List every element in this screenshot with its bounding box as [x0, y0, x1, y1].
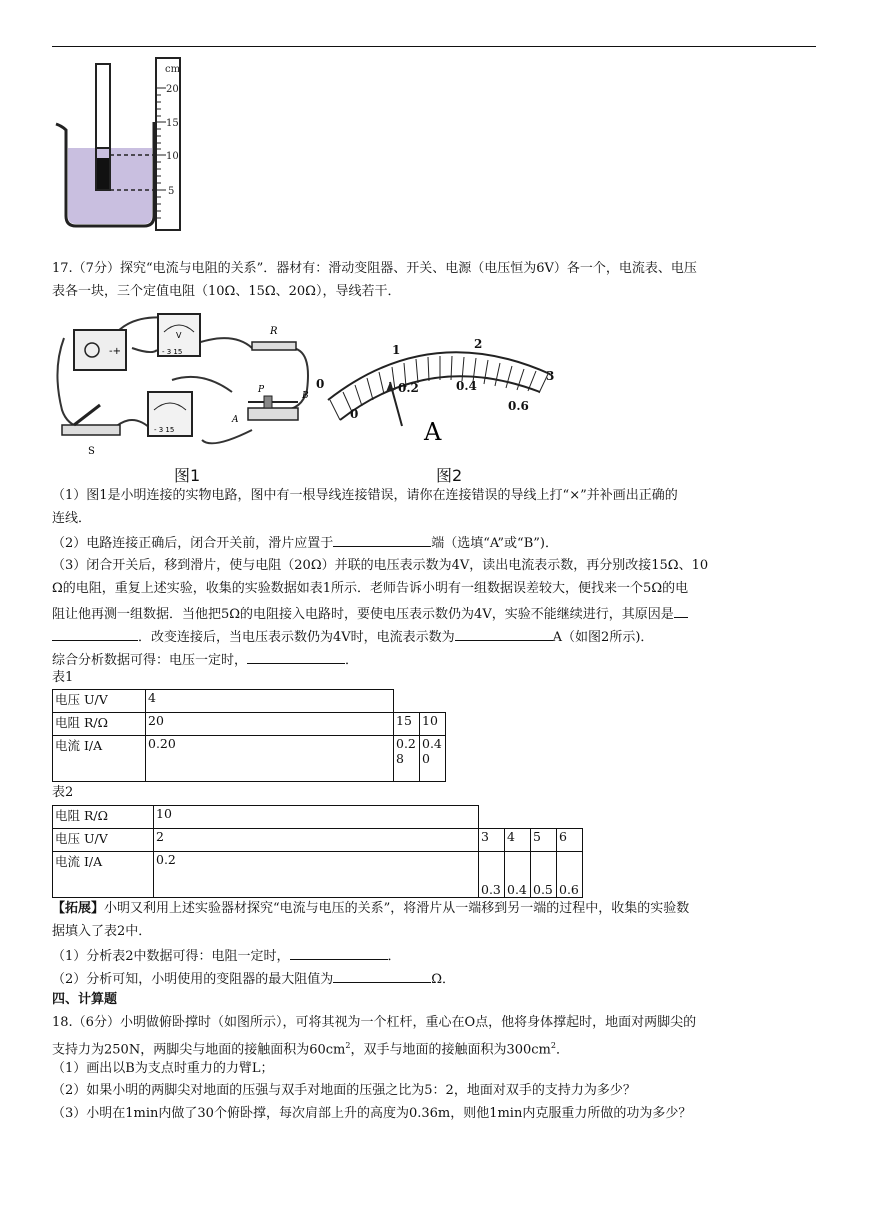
ruler-tick-label: 5 [168, 186, 175, 197]
q18-text: 支持力为250N，两脚尖与地面的接触面积为60cm [52, 1042, 346, 1058]
terminal-b-label: B [302, 391, 309, 401]
dial-top-3: 3 [546, 369, 555, 383]
q17-summary-text: 综合分析数据可得：电压一定时， [52, 653, 248, 668]
q17-intro-line1: 17.（7分）探究“电流与电阻的关系”．器材有：滑动变阻器、开关、电源（电压恒为6V）各一个，电流表、电压 [52, 261, 697, 276]
table1-lower [52, 712, 446, 782]
table2-cell: 4 [505, 829, 531, 852]
slider-label: P [258, 385, 265, 395]
table2-cell: 6 [557, 829, 583, 852]
switch-label: S [88, 446, 95, 457]
dial-top-0: 0 [316, 377, 325, 391]
ruler-tick-label: 15 [166, 118, 179, 129]
answer-blank[interactable] [333, 532, 431, 547]
q17-part3-line1: （3）闭合开关后，移到滑片，使与电阻（20Ω）并联的电压表示数为4V，读出电流表示数，再分别改接15Ω、10 [52, 558, 709, 573]
q18-part1: （1）画出以B为支点时重力的力臂L； [52, 1061, 274, 1076]
q17-part2-text: （2）电路连接正确后，闭合开关前，滑片应置于 [52, 536, 334, 551]
table2-cell: 电流 I/A [53, 852, 154, 898]
header-rule [52, 46, 816, 47]
q17-part3-text2: ．改变连接后，当电压表示数仍为4V时，电流表示数为 [138, 630, 455, 645]
ext-line2: 据填入了表2中． [52, 924, 152, 939]
q18-line2 [52, 1036, 569, 1060]
svg-text:V: V [176, 331, 182, 340]
table2-cell: 2 [154, 829, 479, 852]
q17-part2-tail: 端（选填“A”或“B”)． [431, 536, 558, 551]
answer-blank[interactable] [247, 649, 345, 664]
q17-intro-line2: 表各一块，三个定值电阻（10Ω、15Ω、20Ω），导线若干． [52, 284, 401, 299]
table2-cell: 0.5 [531, 852, 557, 898]
dial-bot-0.2: 0.2 [398, 381, 419, 395]
q18-text: ． [555, 1042, 569, 1058]
table2-cell: 3 [479, 829, 505, 852]
dial-unit-label: A [424, 418, 442, 446]
superscript: 2 [345, 1041, 351, 1050]
q17-part3-line4 [52, 626, 653, 648]
answer-blank[interactable] [455, 626, 553, 641]
beaker-figure [52, 54, 192, 232]
fig1-caption: 图1 [174, 466, 201, 485]
table1-cell: 电流 I/A [53, 736, 146, 782]
table2-cell: 0.4 [505, 852, 531, 898]
ruler-tick-label: 10 [166, 151, 179, 162]
ext-tag: 【拓展】 [52, 901, 105, 916]
table1-cell [394, 736, 420, 782]
ext-part2 [52, 968, 455, 990]
answer-blank[interactable] [333, 968, 431, 983]
table1-cell: 20 [146, 713, 394, 736]
q18-line1: 18.（6分）小明做俯卧撑时（如图所示），可将其视为一个杠杆，重心在O点，他将身体撑起时，地面对两脚尖的 [52, 1015, 697, 1030]
q17-part3-text: 阻让他再测一组数据．当他把5Ω的电阻接入电路时，要使电压表示数仍为4V，实验不能继续进行，其原因是 [52, 607, 674, 622]
table1-cell: 4 [146, 690, 394, 713]
table1-cell: 电压 U/V [53, 690, 146, 713]
ruler-tick-label: 20 [166, 84, 179, 95]
table1-cell-part: 0.4 [422, 736, 442, 751]
table1-cell [420, 736, 446, 782]
resistor-label: R [270, 326, 278, 337]
table2-cell: 电阻 R/Ω [53, 806, 154, 829]
section-heading: 四、计算题 [52, 992, 118, 1007]
answer-blank[interactable] [290, 945, 388, 960]
dial-top-1: 1 [392, 343, 401, 357]
q18-part3: （3）小明在1min内做了30个俯卧撑，每次肩部上升的高度为0.36m，则他1min内克服重力所做的功为多少？ [52, 1106, 692, 1121]
table2-cell: 10 [154, 806, 479, 829]
table2-cell: 5 [531, 829, 557, 852]
table2 [52, 805, 479, 829]
ext-part2-text: （2）分析可知，小明使用的变阻器的最大阻值为 [52, 972, 334, 987]
table2-cell: 0.2 [154, 852, 479, 898]
circuit-figure [52, 310, 317, 460]
answer-blank[interactable] [52, 626, 138, 641]
table2-cell: 电压 U/V [53, 829, 154, 852]
q17-part3-tail: A（如图2所示)． [552, 630, 654, 645]
dial-bot-0.6: 0.6 [508, 399, 529, 413]
ext-part1 [52, 945, 401, 967]
q17-part1-line2: 连线． [52, 511, 92, 526]
table1-cell-part: 8 [396, 751, 404, 766]
q18-text: ，双手与地面的接触面积为300cm [350, 1042, 551, 1058]
table1 [52, 689, 394, 713]
table1-cell: 电阻 R/Ω [53, 713, 146, 736]
table1-cell-part: 0 [422, 751, 430, 766]
dial-bot-0.4: 0.4 [456, 379, 477, 393]
fig2-caption: 图2 [436, 466, 463, 485]
voltmeter-terminals: - 3 15 [162, 348, 183, 356]
ext-text: 小明又利用上述实验器材探究“电流与电压的关系”，将滑片从一端移到另一端的过程中，收集的实验数 [104, 901, 690, 916]
ext-line1 [52, 899, 689, 919]
q17-summary [52, 649, 358, 671]
q17-summary-tail: ． [345, 653, 359, 668]
ext-part2-tail: Ω． [431, 972, 456, 987]
table1-caption: 表1 [52, 670, 74, 685]
ext-part1-tail: ． [387, 949, 401, 964]
table1-cell: 15 [394, 713, 420, 736]
superscript: 2 [550, 1041, 556, 1050]
table1-cell: 0.20 [146, 736, 394, 782]
q17-part2 [52, 532, 558, 554]
ruler-unit-label: cm [165, 64, 181, 75]
table1-cell: 10 [420, 713, 446, 736]
table1-cell-part: 0.2 [396, 736, 416, 751]
q18-part2: （2）如果小明的两脚尖对地面的压强与双手对地面的压强之比为5：2，地面对双手的支持力为多少？ [52, 1083, 636, 1098]
terminal-a-label: A [232, 415, 239, 425]
q17-part3-line3 [52, 603, 688, 625]
dial-bot-0: 0 [350, 407, 359, 421]
ammeter-dial-figure [310, 330, 570, 460]
table2-lower [52, 828, 583, 898]
svg-text:-+: -+ [109, 346, 121, 357]
q17-part3-line2: Ω的电阻，重复上述实验，收集的实验数据如表1所示．老师告诉小明有一组数据误差较大，便找来一个5Ω的电 [52, 581, 689, 596]
dial-top-2: 2 [474, 337, 483, 351]
q17-part1-line1: （1）图1是小明连接的实物电路，图中有一根导线连接错误，请你在连接错误的导线上打“×”并补画出正确的 [52, 488, 678, 503]
ext-part1-text: （1）分析表2中数据可得：电阻一定时， [52, 949, 290, 964]
table2-caption: 表2 [52, 785, 74, 800]
ammeter-terminals: - 3 15 [154, 426, 175, 434]
table2-cell: 0.6 [557, 852, 583, 898]
answer-blank[interactable] [674, 603, 688, 618]
table2-cell: 0.3 [479, 852, 505, 898]
